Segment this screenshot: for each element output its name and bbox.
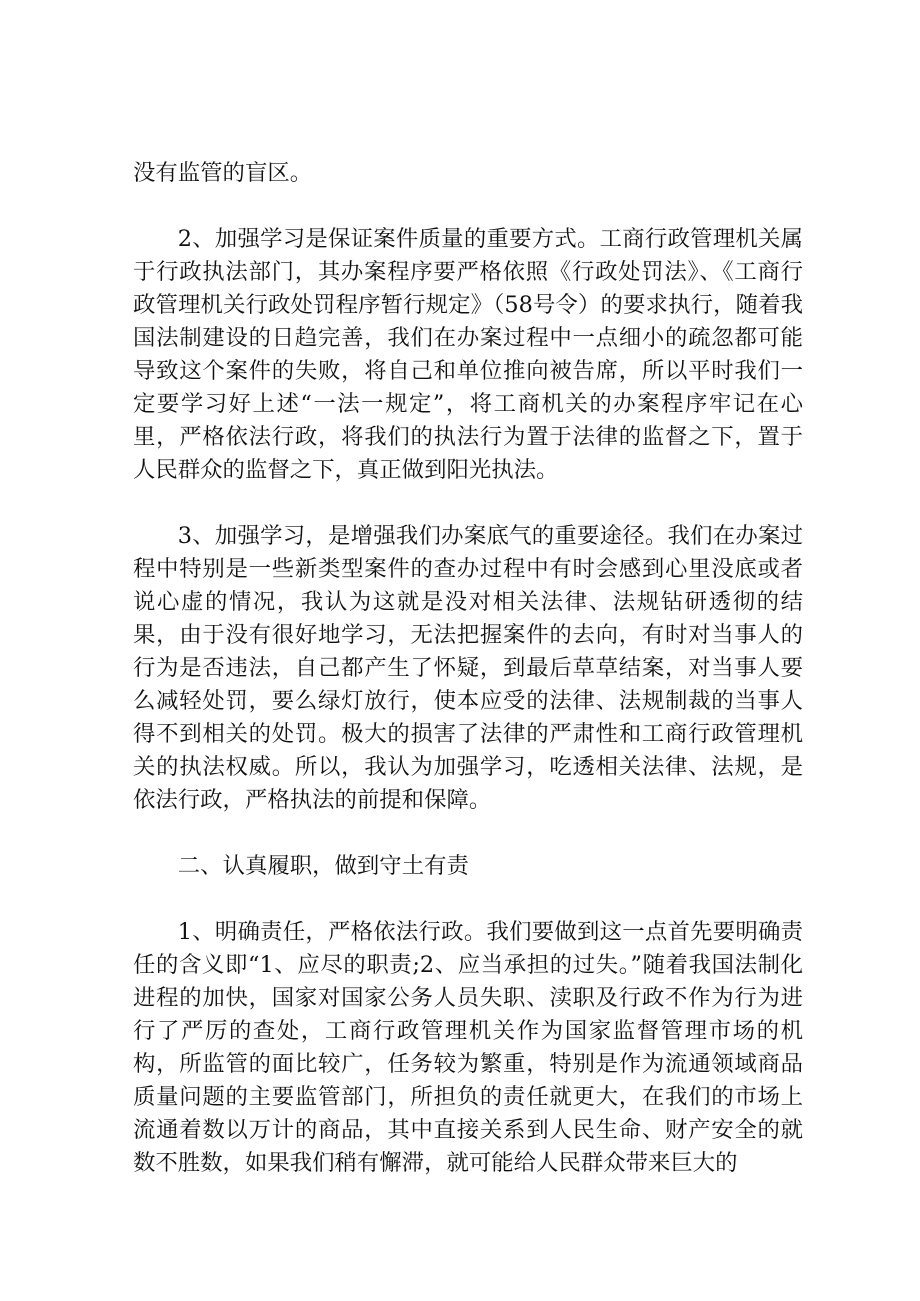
paragraph-point-3: 3、加强学习，是增强我们办案底气的重要途径。我们在办案过程中特别是一些新类型案件的查办过程中有时会感到心里没底或者说心虚的情况，我认为这就是没对相关法律、法规钻研透彻的结果，由于没有很好地学习，无法把握案件的去向，有时对当事人的行为是否违法，自己都产生了怀疑，到最后草草结案，对当事人要么减轻处罚，要么绿灯放行，使本应受的法律、法规制裁的当事人得不到相关的处罚。极大的损害了法律的严肃性和工商行政管理机关的执法权威。所以，我认为加强学习，吃透相关法律、法规，是依法行政，严格执法的前提和保障。 — [133, 523, 803, 813]
section-heading: 二、认真履职，做到守土有责 — [177, 853, 469, 879]
paragraph-continuation: 没有监管的盲区。 — [133, 160, 313, 186]
document-body — [133, 157, 803, 1213]
paragraph-point-2: 2、加强学习是保证案件质量的重要方式。工商行政管理机关属于行政执法部门，其办案程序要严格依照《行政处罚法》、《工商行政管理机关行政处罚程序暂行规定》（58号令）的要求执行，随着我国法制建设的日趋完善，我们在办案过程中一点细小的疏忽都可能导致这个案件的失败，将自己和单位推向被告席，所以平时我们一定要学习好上述“一法一规定”，将工商机关的办案程序牢记在心里，严格依法行政，将我们的执法行为置于法律的监督之下，置于人民群众的监督之下，真正做到阳光执法。 — [133, 226, 803, 483]
paragraph-section-2-point-1: 1、明确责任，严格依法行政。我们要做到这一点首先要明确责任的含义即“1、应尽的职责;2、应当承担的过失。”随着我国法制化进程的加快，国家对国家公务人员失职、渎职及行政不作为行为进行了严厉的查处，工商行政管理机关作为国家监督管理市场的机构，所监管的面比较广，任务较为繁重，特别是作为流通领域商品质量问题的主要监管部门，所担负的责任就更大，在我们的市场上流通着数以万计的商品，其中直接关系到人民生命、财产安全的就数不胜数，如果我们稍有懈滞，就可能给人民群众带来巨大的 — [133, 919, 803, 1176]
